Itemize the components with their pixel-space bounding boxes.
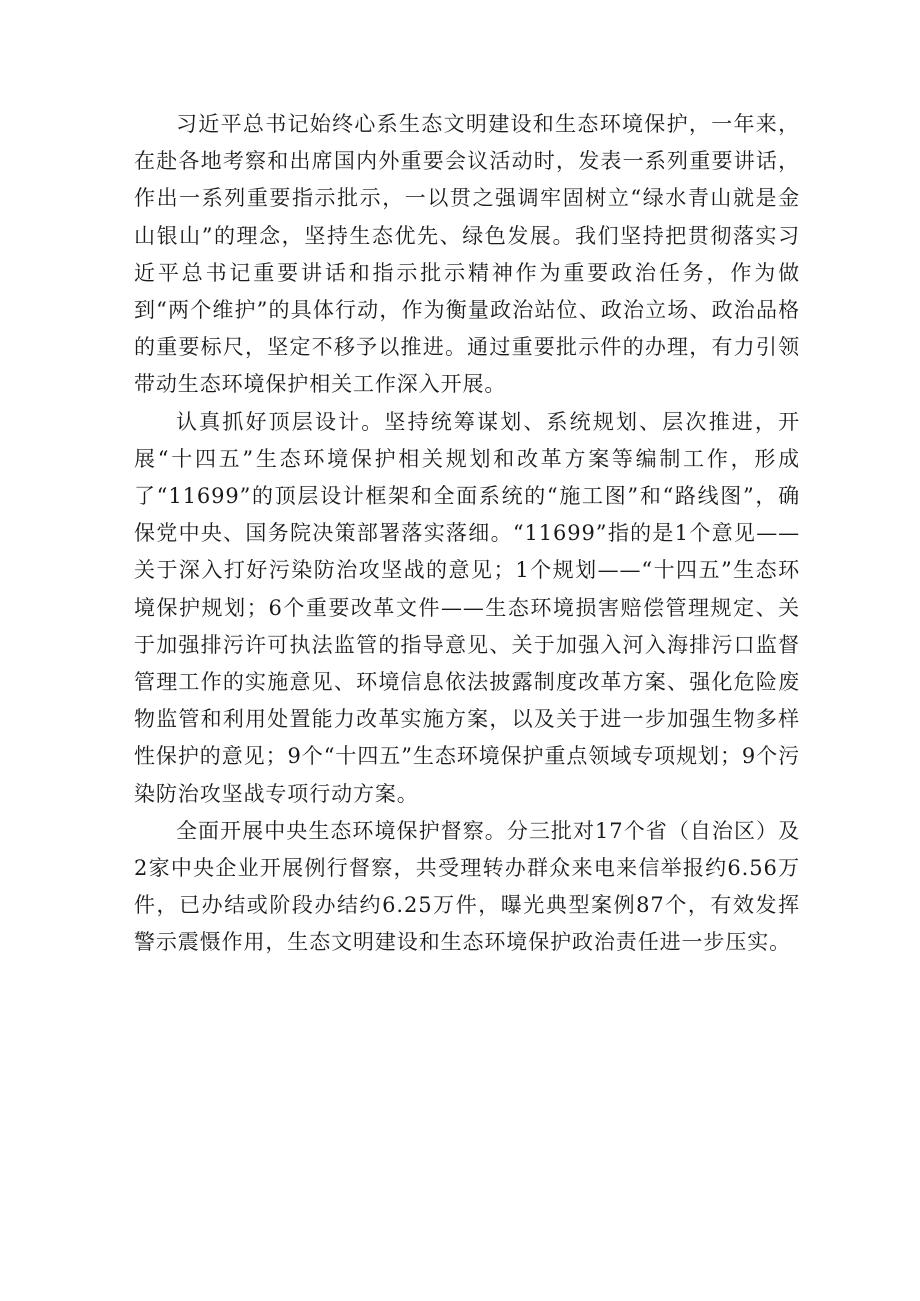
paragraph-2: 认真抓好顶层设计。坚持统筹谋划、系统规划、层次推进，开展“十四五”生态环境保护相关规划和改革方案等编制工作，形成了“11699”的顶层设计框架和全面系统的“施工图”和“路线图”，确保党中央、国务院决策部署落实落细。“11699”指的是1个意见——关于深入打好污染防治攻坚战的意见；1个规划——“十四五”生态环境保护规划；6个重要改革文件——生态环境损害赔偿管理规定、关于加强排污许可执法监管的指导意见、关于加强入河入海排污口监督管理工作的实施意见、环境信息依法披露制度改革方案、强化危险废物监管和利用处置能力改革实施方案，以及关于进一步加强生物多样性保护的意见；9个“十四五”生态环境保护重点领域专项规划；9个污染防治攻坚战专项行动方案。 bbox=[134, 409, 800, 806]
document-body bbox=[134, 106, 800, 962]
paragraph-1: 习近平总书记始终心系生态文明建设和生态环境保护，一年来，在赴各地考察和出席国内外重要会议活动时，发表一系列重要讲话，作出一系列重要指示批示，一以贯之强调牢固树立“绿水青山就是金山银山”的理念，坚持生态优先、绿色发展。我们坚持把贯彻落实习近平总书记重要讲话和指示批示精神作为重要政治任务，作为做到“两个维护”的具体行动，作为衡量政治站位、政治立场、政治品格的重要标尺，坚定不移予以推进。通过重要批示件的办理，有力引领带动生态环境保护相关工作深入开展。 bbox=[134, 112, 800, 397]
paragraph-3: 全面开展中央生态环境保护督察。分三批对17个省（自治区）及2家中央企业开展例行督察，共受理转办群众来电来信举报约6.56万件，已办结或阶段办结约6.25万件，曝光典型案例87个，有效发挥警示震慑作用，生态文明建设和生态环境保护政治责任进一步压实。 bbox=[134, 818, 800, 955]
